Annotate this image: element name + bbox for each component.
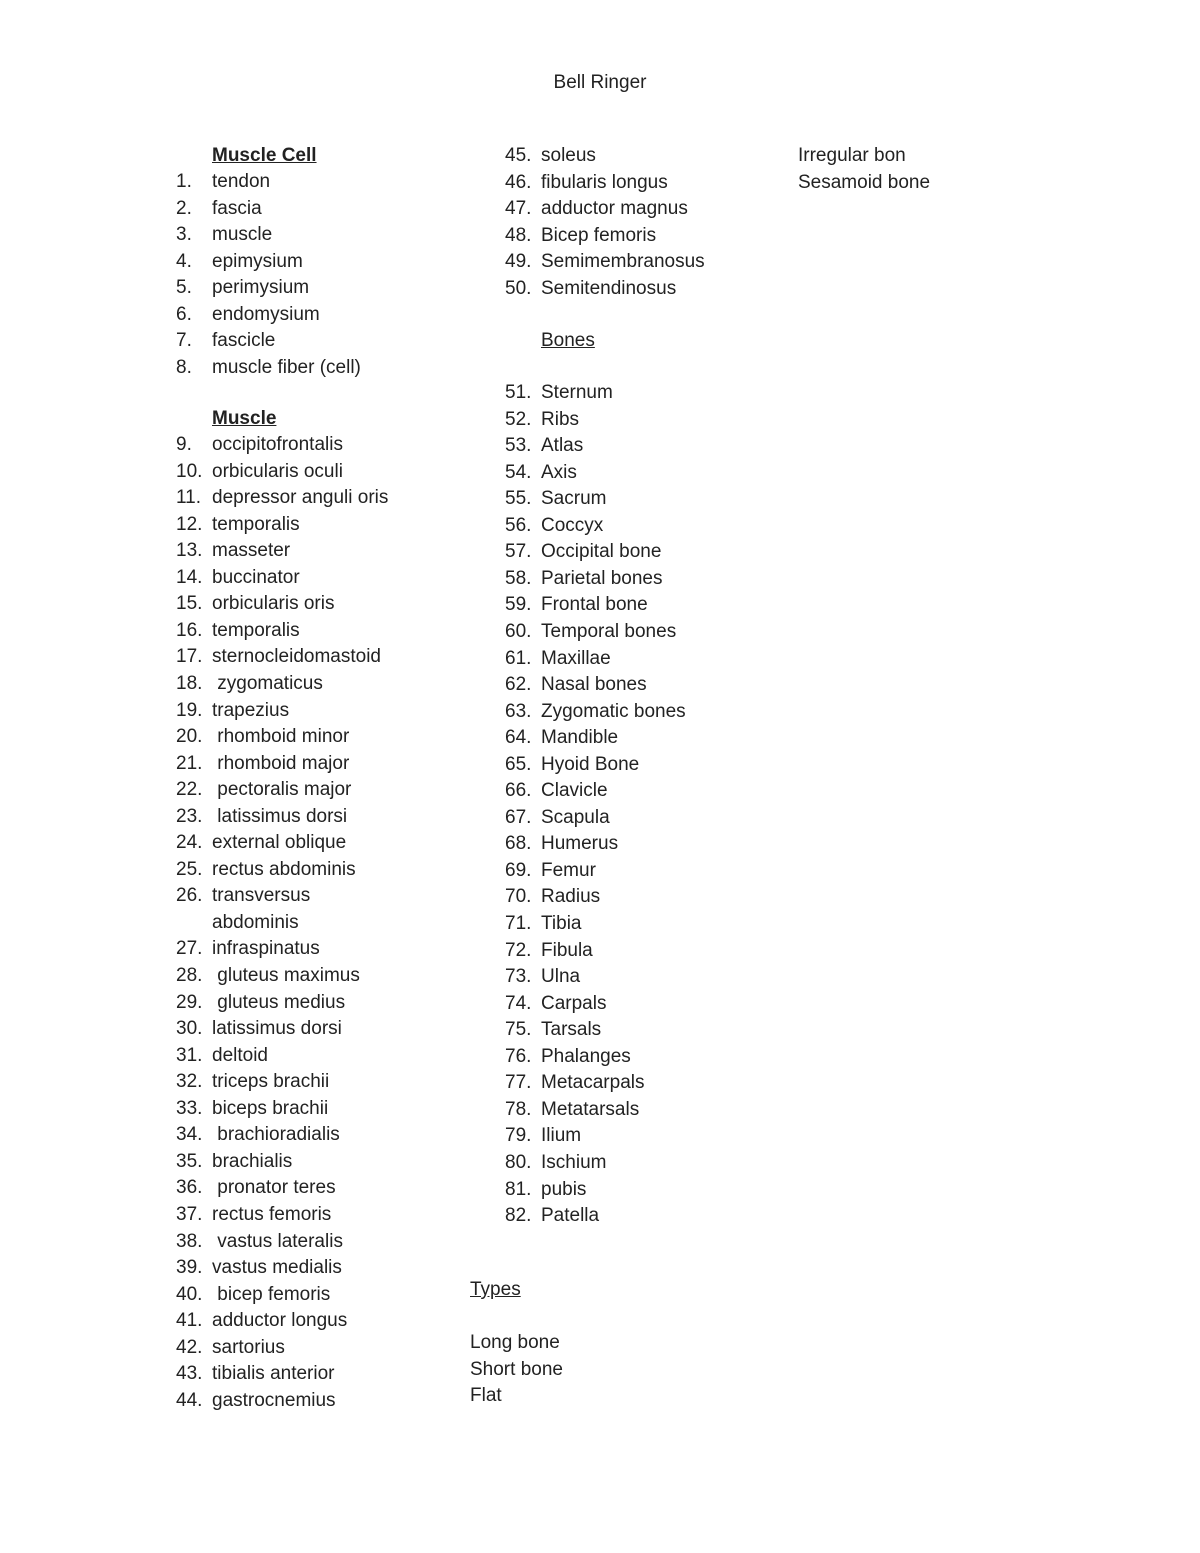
- item-text: biceps brachii: [212, 1097, 329, 1119]
- list-item: [176, 461, 343, 483]
- item-number: 18.: [176, 672, 203, 694]
- item-text: Zygomatic bones: [541, 700, 686, 722]
- item-number: 70.: [505, 886, 532, 908]
- page-title: Bell Ringer: [553, 72, 647, 93]
- list-item: [176, 198, 262, 220]
- item-number: 67.: [505, 806, 532, 828]
- item-number: 20.: [176, 726, 203, 748]
- list-item: [505, 225, 656, 247]
- list-item: [176, 540, 290, 562]
- item-text: buccinator: [212, 566, 300, 588]
- item-number: 29.: [176, 991, 203, 1013]
- item-text: muscle: [212, 224, 273, 246]
- list-item: [505, 727, 618, 749]
- item-text: orbicularis oculi: [212, 460, 343, 482]
- item-text: rhomboid major: [212, 752, 350, 774]
- item-text: muscle fiber (cell): [212, 356, 361, 378]
- item-text: fascia: [212, 197, 262, 219]
- list-item: [505, 568, 662, 590]
- item-text: occipitofrontalis: [212, 434, 343, 455]
- item-number: 2.: [176, 197, 192, 219]
- item-text: perimysium: [212, 277, 310, 299]
- item-text: Tarsals: [541, 1019, 602, 1041]
- list-item: [176, 171, 270, 193]
- list-item: [176, 251, 303, 273]
- item-text: Parietal bones: [541, 567, 663, 589]
- list-item: [505, 701, 686, 723]
- list-item: Flat: [470, 1385, 502, 1407]
- item-number: 12.: [176, 513, 203, 535]
- item-number: 50.: [505, 277, 532, 299]
- item-text: sternocleidomastoid: [212, 646, 381, 668]
- item-text: orbicularis oris: [212, 593, 335, 615]
- item-number: 45.: [505, 145, 532, 166]
- item-text: masseter: [212, 540, 291, 562]
- item-text: infraspinatus: [212, 938, 320, 960]
- item-number: 42.: [176, 1336, 203, 1358]
- item-text: vastus medialis: [212, 1257, 342, 1279]
- list-item: [505, 515, 603, 537]
- item-text: Ilium: [541, 1125, 582, 1147]
- item-text: Scapula: [541, 806, 610, 828]
- list-item: [505, 1179, 586, 1201]
- item-number: 58.: [505, 567, 532, 589]
- list-item: [176, 1363, 335, 1385]
- item-number: 13.: [176, 540, 203, 562]
- item-number: 10.: [176, 460, 203, 482]
- list-item: Long bone: [470, 1332, 560, 1353]
- list-item: [176, 1257, 342, 1279]
- item-text: tendon: [212, 171, 271, 192]
- list-item: [505, 1046, 631, 1068]
- item-number: 15.: [176, 593, 203, 615]
- list-item: [505, 462, 577, 484]
- list-item: [176, 620, 300, 642]
- list-item: [176, 885, 310, 907]
- types-heading: Types: [470, 1279, 521, 1300]
- item-text: endomysium: [212, 303, 320, 325]
- item-number: 16.: [176, 619, 203, 641]
- item-text: tibialis anterior: [212, 1363, 335, 1385]
- item-text: brachioradialis: [212, 1124, 340, 1146]
- list-item: [505, 278, 676, 300]
- item-text: brachialis: [212, 1150, 293, 1172]
- item-number: 62.: [505, 674, 532, 696]
- list-item: [176, 912, 299, 934]
- list-item: [176, 567, 300, 589]
- item-text: pronator teres: [212, 1177, 336, 1199]
- item-number: 14.: [176, 566, 203, 588]
- item-text: fascicle: [212, 330, 276, 352]
- item-number: 25.: [176, 858, 203, 880]
- item-text: gastrocnemius: [212, 1389, 336, 1411]
- list-item: [176, 1045, 268, 1067]
- item-number: 44.: [176, 1389, 203, 1411]
- item-text: pectoralis major: [212, 779, 352, 801]
- item-number: 64.: [505, 727, 532, 749]
- item-text: zygomaticus: [212, 672, 323, 694]
- list-item: [505, 594, 648, 616]
- item-text: Frontal bone: [541, 594, 648, 616]
- item-number: 19.: [176, 699, 203, 721]
- item-number: 17.: [176, 646, 203, 668]
- list-item: [176, 514, 300, 536]
- list-item: [176, 753, 349, 775]
- item-number: 57.: [505, 541, 532, 563]
- item-number: 28.: [176, 965, 203, 986]
- item-number: 60.: [505, 620, 532, 642]
- item-number: 30.: [176, 1018, 203, 1040]
- item-text: soleus: [541, 145, 596, 166]
- list-item: [176, 1204, 331, 1226]
- list-item: [176, 779, 351, 801]
- item-text: Bicep femoris: [541, 224, 657, 246]
- list-item: Short bone: [470, 1358, 563, 1380]
- item-number: 7.: [176, 330, 192, 352]
- item-number: 81.: [505, 1178, 532, 1200]
- item-text: Nasal bones: [541, 674, 647, 696]
- item-number: 61.: [505, 647, 532, 669]
- item-text: external oblique: [212, 832, 347, 854]
- list-item: [176, 938, 320, 960]
- item-number: 65.: [505, 753, 532, 775]
- item-number: 51.: [505, 382, 532, 403]
- item-number: 26.: [176, 885, 203, 907]
- list-item: [176, 806, 347, 828]
- list-item: [176, 1018, 342, 1040]
- item-number: 27.: [176, 938, 203, 960]
- list-item: [176, 1390, 336, 1412]
- list-item: [505, 1205, 599, 1227]
- list-item: [176, 487, 388, 509]
- item-number: 53.: [505, 435, 532, 457]
- item-text: adductor magnus: [541, 198, 688, 220]
- list-item: [176, 1098, 328, 1120]
- item-text: Phalanges: [541, 1045, 631, 1067]
- item-number: 76.: [505, 1045, 532, 1067]
- list-item: [176, 1284, 330, 1306]
- item-number: 5.: [176, 277, 192, 299]
- list-item: Irregular bon: [798, 145, 906, 166]
- list-item: [505, 913, 581, 935]
- list-item: [176, 1337, 285, 1359]
- item-number: 75.: [505, 1019, 532, 1041]
- list-item: [505, 993, 606, 1015]
- list-item: [505, 1072, 645, 1094]
- item-text: Femur: [541, 859, 596, 881]
- list-item: [505, 435, 583, 457]
- list-item: [505, 1019, 601, 1041]
- list-item: [176, 1177, 336, 1199]
- list-item: [505, 886, 600, 908]
- item-text: rectus femoris: [212, 1203, 332, 1225]
- muscle-heading: Muscle: [212, 408, 277, 429]
- item-text: Patella: [541, 1205, 600, 1227]
- item-text: Hyoid Bone: [541, 753, 640, 775]
- item-text: Radius: [541, 886, 601, 908]
- item-text: Clavicle: [541, 780, 608, 802]
- item-number: 11.: [176, 487, 202, 509]
- item-text: epimysium: [212, 250, 303, 272]
- list-item: [176, 224, 272, 246]
- list-item: Sesamoid bone: [798, 171, 931, 193]
- item-text: Carpals: [541, 992, 607, 1014]
- item-text: Maxillae: [541, 647, 611, 669]
- item-text: Atlas: [541, 435, 584, 457]
- item-text: Humerus: [541, 833, 619, 855]
- item-text: bicep femoris: [212, 1283, 331, 1305]
- item-number: 63.: [505, 700, 532, 722]
- list-item: [176, 1231, 343, 1253]
- item-number: 32.: [176, 1071, 203, 1093]
- list-item: [176, 1124, 340, 1146]
- list-item: [505, 541, 661, 563]
- item-text: pubis: [541, 1178, 587, 1200]
- item-number: 9.: [176, 434, 192, 455]
- list-item: [505, 409, 579, 431]
- list-item: [505, 198, 688, 220]
- item-text: temporalis: [212, 513, 300, 535]
- item-number: 48.: [505, 224, 532, 246]
- item-number: 82.: [505, 1205, 532, 1227]
- item-text: adductor longus: [212, 1310, 348, 1332]
- item-number: 24.: [176, 832, 203, 854]
- list-item: [505, 860, 596, 882]
- item-text: Coccyx: [541, 514, 604, 536]
- item-text: Fibula: [541, 939, 593, 961]
- list-item: [505, 966, 580, 988]
- list-item: [505, 940, 593, 962]
- list-item: [505, 172, 668, 194]
- item-text: trapezius: [212, 699, 290, 721]
- item-number: 3.: [176, 224, 192, 246]
- list-item: [176, 277, 309, 299]
- item-number: 23.: [176, 805, 203, 827]
- list-item: [176, 330, 275, 352]
- list-item: [505, 807, 610, 829]
- item-text: transversus: [212, 885, 311, 907]
- list-item: [176, 992, 345, 1014]
- item-text: Mandible: [541, 727, 619, 749]
- list-item: [505, 382, 613, 404]
- item-number: 77.: [505, 1072, 532, 1094]
- item-text: sartorius: [212, 1336, 285, 1358]
- list-item: [505, 648, 611, 670]
- item-number: 59.: [505, 594, 532, 616]
- list-item: [505, 1152, 606, 1174]
- item-number: 66.: [505, 780, 532, 802]
- list-item: [505, 780, 608, 802]
- item-text: Metatarsals: [541, 1098, 640, 1120]
- list-item: [176, 434, 343, 456]
- list-item: [505, 621, 676, 643]
- list-item: [176, 1310, 347, 1332]
- item-number: 74.: [505, 992, 532, 1014]
- list-item: [505, 754, 639, 776]
- list-item: [176, 1071, 329, 1093]
- item-text: Tibia: [541, 913, 582, 934]
- muscle-cell-heading: Muscle Cell: [212, 145, 317, 166]
- list-item: [505, 1099, 639, 1121]
- item-text: Ischium: [541, 1151, 607, 1173]
- item-text: vastus lateralis: [212, 1230, 343, 1252]
- item-number: 8.: [176, 356, 192, 378]
- list-item: [176, 357, 361, 379]
- item-text: deltoid: [212, 1044, 268, 1066]
- item-text: Ulna: [541, 966, 581, 988]
- item-number: 46.: [505, 171, 532, 193]
- item-number: 47.: [505, 198, 532, 220]
- item-number: 79.: [505, 1125, 532, 1147]
- item-text: latissimus dorsi: [212, 1018, 342, 1040]
- item-number: 33.: [176, 1097, 203, 1119]
- item-number: 73.: [505, 966, 532, 988]
- list-item: [505, 674, 647, 696]
- item-number: 52.: [505, 408, 532, 430]
- item-number: 34.: [176, 1124, 203, 1146]
- item-number: 56.: [505, 514, 532, 536]
- item-text: Sacrum: [541, 488, 607, 510]
- item-number: 69.: [505, 859, 532, 881]
- bones-heading: Bones: [541, 330, 595, 351]
- item-number: 80.: [505, 1151, 532, 1173]
- list-item: [176, 1151, 292, 1173]
- list-item: [176, 646, 381, 668]
- item-text: fibularis longus: [541, 171, 668, 193]
- item-number: 35.: [176, 1150, 203, 1172]
- item-text: Metacarpals: [541, 1072, 645, 1094]
- item-number: 40.: [176, 1283, 203, 1305]
- item-number: 36.: [176, 1177, 203, 1199]
- item-text: depressor anguli oris: [212, 487, 389, 509]
- item-text: gluteus medius: [212, 991, 346, 1013]
- list-item: [505, 251, 705, 273]
- item-text: temporalis: [212, 619, 300, 641]
- item-number: 68.: [505, 833, 532, 855]
- item-number: 6.: [176, 303, 192, 325]
- item-text: rhomboid minor: [212, 726, 350, 748]
- list-item: [176, 832, 346, 854]
- list-item: [505, 145, 596, 167]
- list-item: [176, 965, 360, 987]
- list-item: [505, 1125, 581, 1147]
- item-number: 21.: [176, 752, 203, 774]
- item-number: 38.: [176, 1230, 203, 1252]
- list-item: [505, 833, 618, 855]
- item-number: 31.: [176, 1044, 203, 1066]
- item-text: Occipital bone: [541, 541, 662, 563]
- list-item: [176, 859, 356, 881]
- item-text: Axis: [541, 461, 577, 483]
- item-number: 49.: [505, 251, 532, 273]
- item-text: Ribs: [541, 408, 580, 430]
- item-number: 43.: [176, 1363, 203, 1385]
- item-text: rectus abdominis: [212, 858, 356, 880]
- item-number: 37.: [176, 1203, 203, 1225]
- item-text: triceps brachii: [212, 1071, 330, 1093]
- list-item: [176, 673, 323, 695]
- item-text: latissimus dorsi: [212, 805, 348, 827]
- item-text: Sternum: [541, 382, 613, 403]
- item-text: Semimembranosus: [541, 251, 705, 273]
- item-number: 41.: [176, 1310, 203, 1332]
- list-item: [505, 488, 606, 510]
- item-text: Semitendinosus: [541, 277, 677, 299]
- item-number: 4.: [176, 250, 192, 272]
- item-number: 78.: [505, 1098, 532, 1120]
- item-number: 54.: [505, 461, 532, 483]
- item-number: 22.: [176, 779, 203, 801]
- item-text: abdominis: [212, 911, 299, 933]
- item-number: 39.: [176, 1257, 203, 1279]
- item-text: Temporal bones: [541, 620, 677, 642]
- item-number: 1.: [176, 171, 192, 192]
- list-item: [176, 304, 320, 326]
- item-number: 55.: [505, 488, 532, 510]
- item-number: 71.: [505, 913, 532, 934]
- list-item: [176, 726, 349, 748]
- item-text: gluteus maximus: [212, 965, 360, 986]
- list-item: [176, 593, 334, 615]
- item-number: 72.: [505, 939, 532, 961]
- list-item: [176, 700, 289, 722]
